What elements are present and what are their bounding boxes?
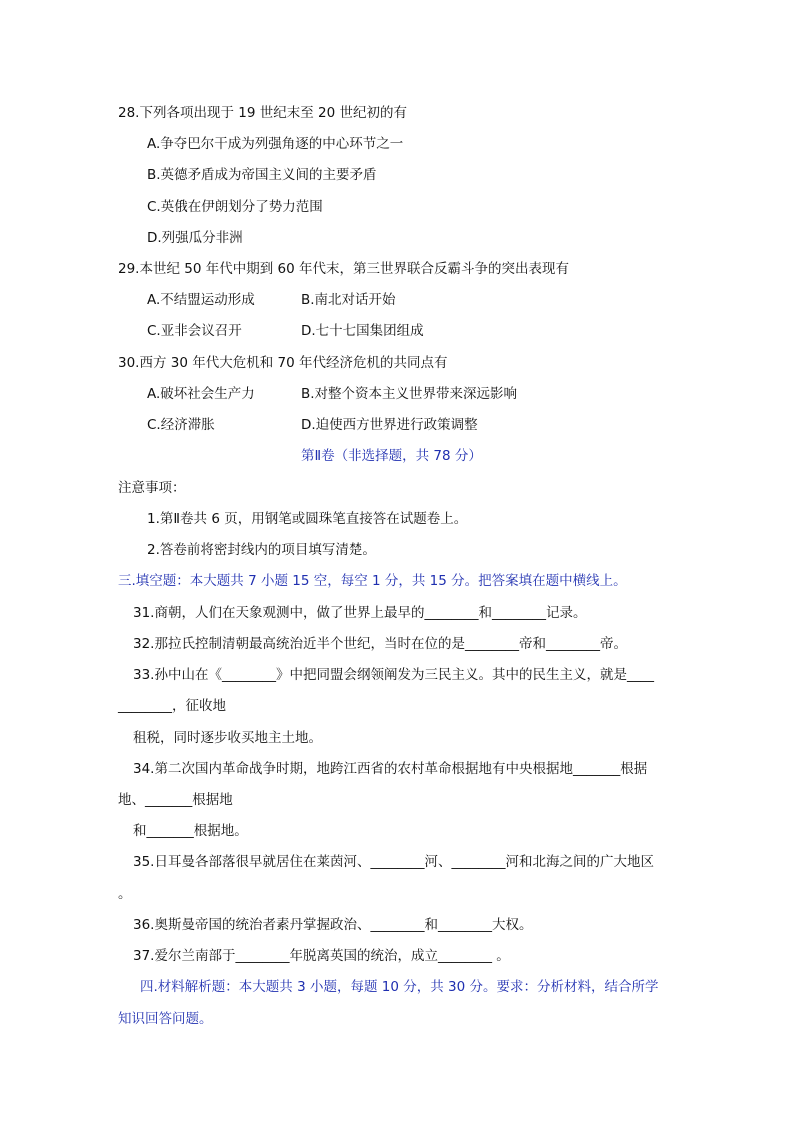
q31-text: 31.商朝，人们在天象观测中，做了世界上最早的________和________记录。 <box>133 605 587 621</box>
section4-heading-line-2: 知识回答问题。 <box>118 1011 213 1027</box>
q36-text: 36.奥斯曼帝国的统治者素丹掌握政治、________和________大权。 <box>133 917 533 933</box>
q29-option-c: C.亚非会议召开 <box>147 323 242 339</box>
q34-line-3: 和_______根据地。 <box>133 823 248 839</box>
q29-stem: 29.本世纪 50 年代中期到 60 年代末，第三世界联合反霸斗争的突出表现有 <box>118 261 569 277</box>
q30-option-a: A.破坏社会生产力 <box>147 386 255 402</box>
q34-line-1: 34.第二次国内革命战争时期，地跨江西省的农村革命根据地有中央根据地_______根据 <box>133 761 648 777</box>
notes-title: 注意事项： <box>118 480 186 496</box>
q33-line-2: ________，征收地 <box>118 698 226 714</box>
q33-line-3: 租税，同时逐步收买地主土地。 <box>133 730 322 746</box>
q32-text: 32.那拉氏控制清朝最高统治近半个世纪，当时在位的是________帝和________帝。 <box>133 636 627 652</box>
q29-option-d: D.七十七国集团组成 <box>301 323 424 339</box>
q30-option-c: C.经济滞胀 <box>147 417 215 433</box>
section3-heading: 三.填空题：本大题共 7 小题 15 空，每空 1 分，共 15 分。把答案填在题中横线上。 <box>118 573 627 589</box>
q28-option-a: A.争夺巴尔干成为列强角逐的中心环节之一 <box>147 136 404 152</box>
notes-item-2: 2.答卷前将密封线内的项目填写清楚。 <box>147 542 376 558</box>
part2-title: 第Ⅱ卷（非选择题，共 78 分） <box>301 448 482 464</box>
q28-option-c: C.英俄在伊朗划分了势力范围 <box>147 199 323 215</box>
q28-option-b: B.英德矛盾成为帝国主义间的主要矛盾 <box>147 167 377 183</box>
q37-text: 37.爱尔兰南部于________年脱离英国的统治，成立________ 。 <box>133 948 510 964</box>
notes-item-1: 1.第Ⅱ卷共 6 页，用钢笔或圆珠笔直接答在试题卷上。 <box>147 511 468 527</box>
q35-line-1: 35.日耳曼各部落很早就居住在莱茵河、________河、________河和北海之间的广大地区 <box>133 854 654 870</box>
q35-line-2: 。 <box>118 886 132 902</box>
section4-heading-line-1: 四.材料解析题：本大题共 3 小题，每题 10 分，共 30 分。要求：分析材料，结合所学 <box>140 979 659 995</box>
q33-line-1: 33.孙中山在《________》中把同盟会纲领阐发为三民主义。其中的民生主义，就是____ <box>133 667 654 683</box>
q28-stem: 28.下列各项出现于 19 世纪末至 20 世纪初的有 <box>118 105 407 121</box>
q29-option-a: A.不结盟运动形成 <box>147 292 255 308</box>
q34-line-2: 地、_______根据地 <box>118 792 233 808</box>
q28-option-d: D.列强瓜分非洲 <box>147 230 243 246</box>
q30-option-d: D.迫使西方世界进行政策调整 <box>301 417 478 433</box>
q30-option-b: B.对整个资本主义世界带来深远影响 <box>301 386 518 402</box>
q29-option-b: B.南北对话开始 <box>301 292 396 308</box>
q30-stem: 30.西方 30 年代大危机和 70 年代经济危机的共同点有 <box>118 355 448 371</box>
